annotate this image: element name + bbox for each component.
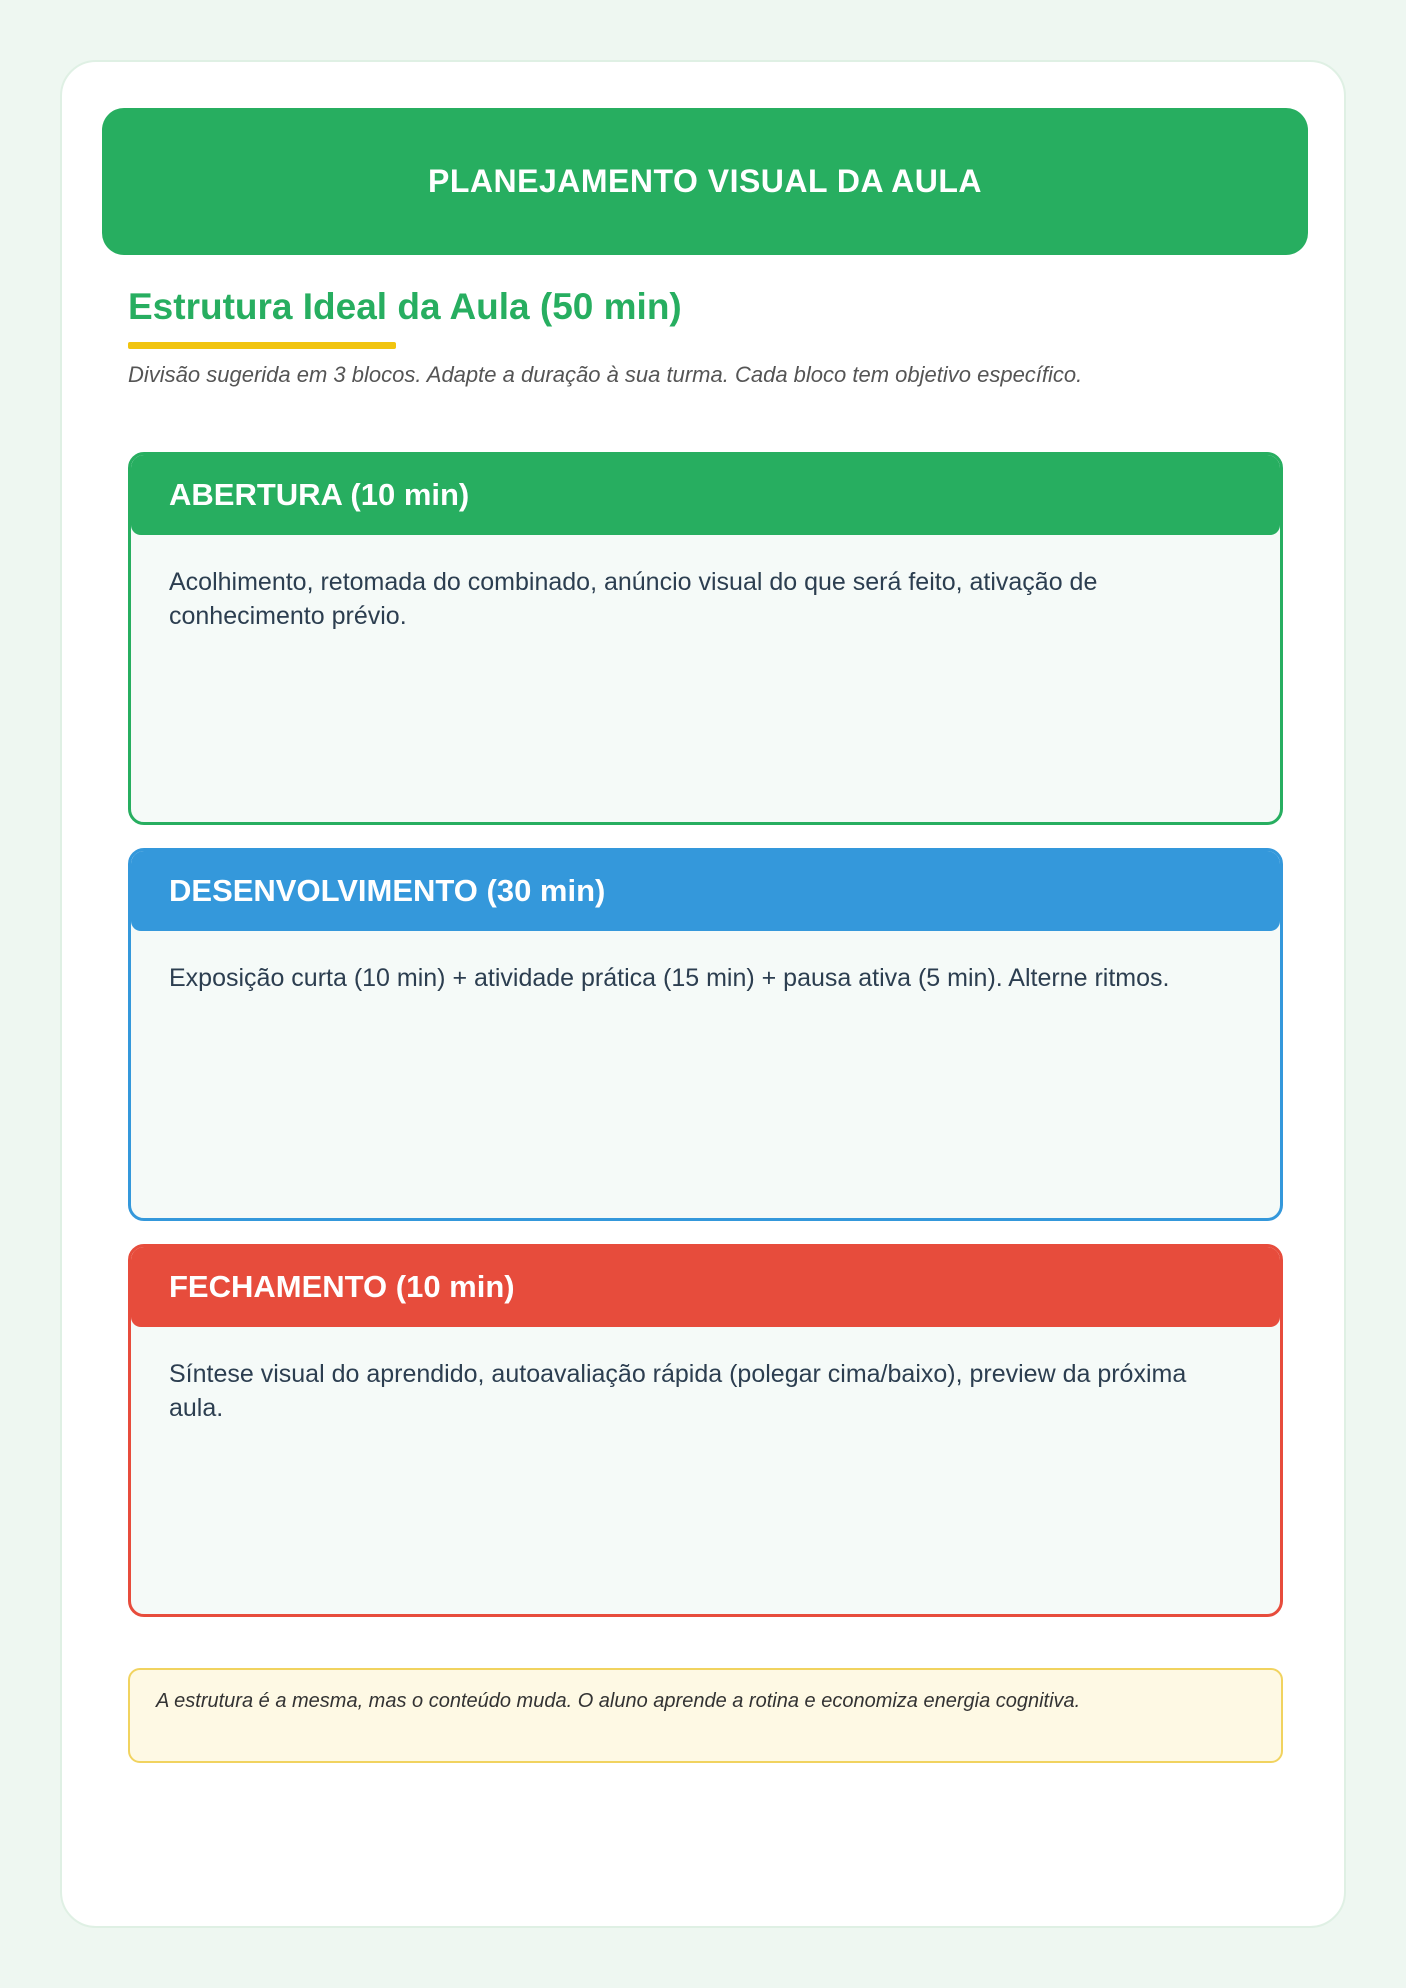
section-subtitle: Divisão sugerida em 3 blocos. Adapte a duração à sua turma. Cada bloco tem objetivo específico. xyxy=(128,362,1083,387)
block-title: ABERTURA (10 min) xyxy=(169,477,470,512)
block-fechamento xyxy=(128,1244,1283,1617)
section-title: Estrutura Ideal da Aula (50 min) xyxy=(128,286,682,327)
block-text: Acolhimento, retomada do combinado, anúncio visual do que será feito, ativação de conhecimento prévio. xyxy=(169,568,1098,630)
note-text: A estrutura é a mesma, mas o conteúdo muda. O aluno aprende a rotina e economiza energia cognitiva. xyxy=(156,1690,1081,1712)
title-underline xyxy=(128,342,396,349)
block-title: DESENVOLVIMENTO (30 min) xyxy=(169,873,606,908)
block-text: Síntese visual do aprendido, autoavaliação rápida (polegar cima/baixo), preview da próxima aula. xyxy=(169,1360,1187,1422)
page-title: PLANEJAMENTO VISUAL DA AULA xyxy=(428,163,982,199)
block-header xyxy=(131,455,1280,535)
block-title: FECHAMENTO (10 min) xyxy=(169,1269,515,1304)
page-card xyxy=(60,60,1346,1928)
note-box xyxy=(128,1668,1283,1763)
block-text: Exposição curta (10 min) + atividade prática (15 min) + pausa ativa (5 min). Alterne ritmos. xyxy=(169,964,1170,992)
block-desenvolvimento xyxy=(128,848,1283,1221)
block-header xyxy=(131,1247,1280,1327)
block-header xyxy=(131,851,1280,931)
block-abertura xyxy=(128,452,1283,825)
header-banner xyxy=(102,108,1308,255)
